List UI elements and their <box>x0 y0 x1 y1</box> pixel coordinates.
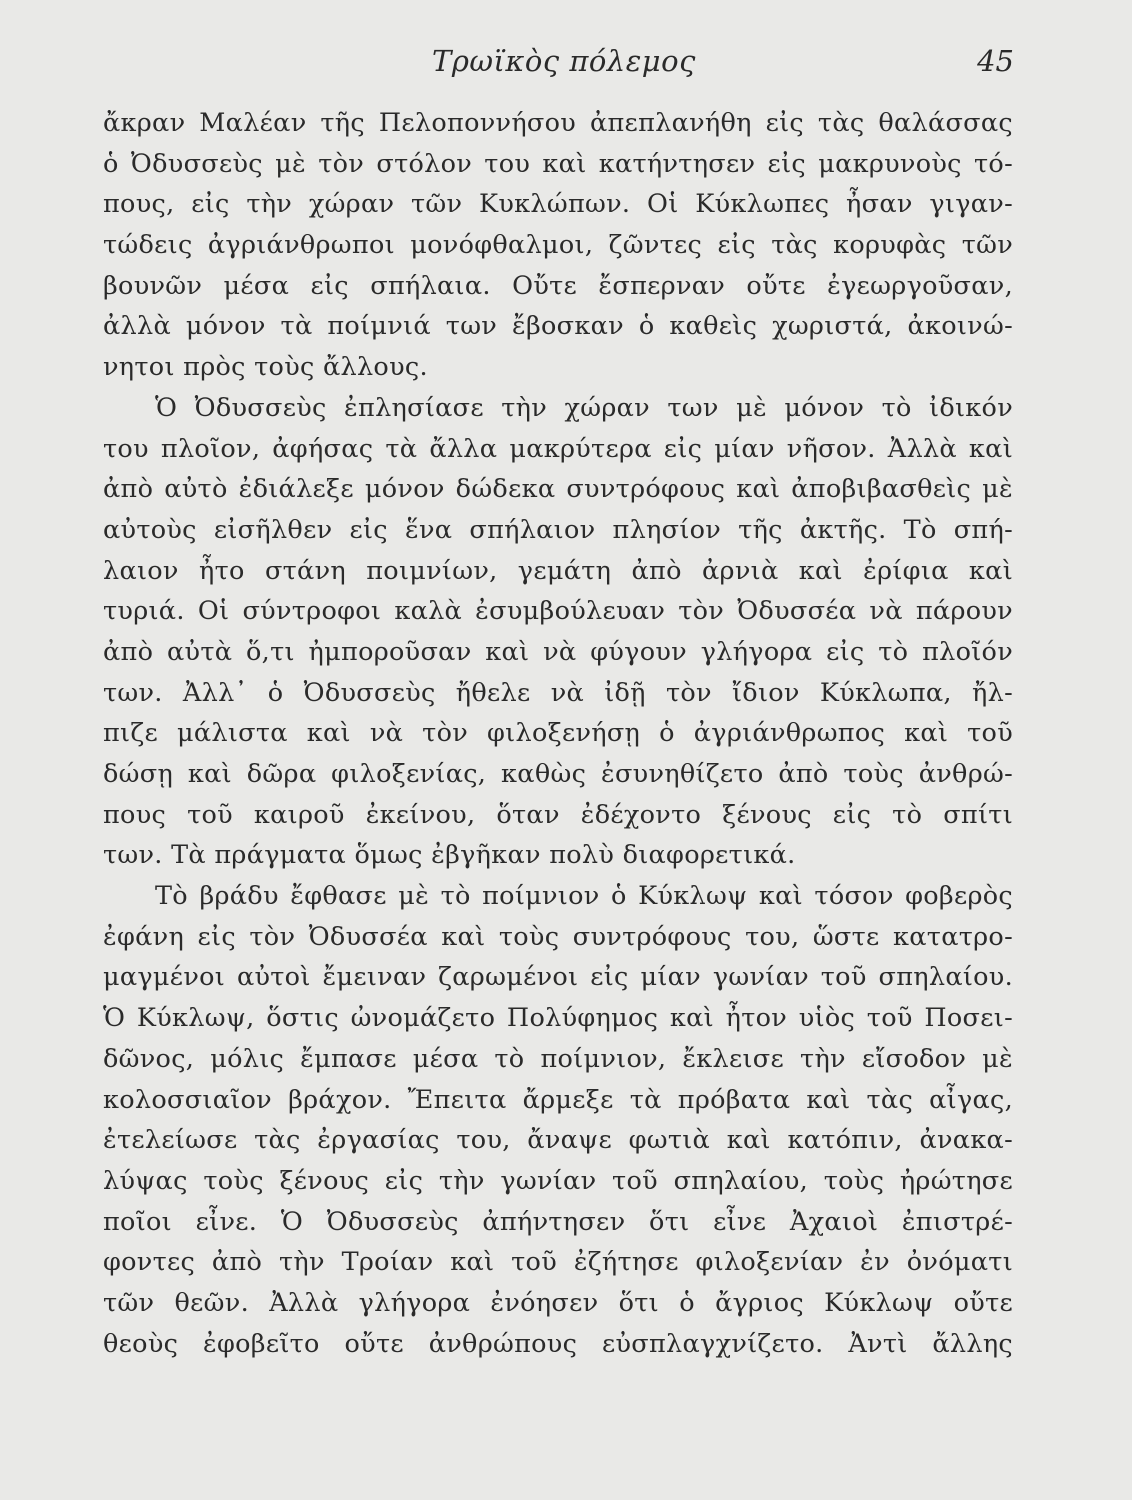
text-line: ἀπὸ αὐτὰ ὅ,τι ἠμποροῦσαν καὶ νὰ φύγουν γλήγορα εἰς τὸ πλοῖόν <box>103 636 1013 667</box>
text-line: του πλοῖον, ἀφήσας τὰ ἄλλα μακρύτερα εἰς μίαν νῆσον. Ἀλλὰ καὶ <box>103 433 1013 464</box>
text-line: μαγμένοι αὐτοὶ ἔμειναν ζαρωμένοι εἰς μίαν γωνίαν τοῦ σπηλαίου. <box>103 962 1013 993</box>
text-line: Τὸ βράδυ ἔφθασε μὲ τὸ ποίμνιον ὁ Κύκλωψ καὶ τόσον φοβερὸς <box>155 881 1013 912</box>
text-line: πους, εἰς τὴν χώραν τῶν Κυκλώπων. Οἱ Κύκλωπες ἦσαν γιγαν- <box>103 189 1013 220</box>
text-line: λαιον ἦτο στάνη ποιμνίων, γεμάτη ἀπὸ ἀρνιὰ καὶ ἐρίφια καὶ <box>103 555 1013 586</box>
text-line: δώσῃ καὶ δῶρα φιλοξενίας, καθὼς ἐσυνηθίζετο ἀπὸ τοὺς ἀνθρώ- <box>103 759 1013 789</box>
text-line: βουνῶν μέσα εἰς σπήλαια. Οὔτε ἔσπερναν οὔτε ἐγεωργοῦσαν, <box>103 270 1013 301</box>
text-line: κολοσσιαῖον βράχον. Ἔπειτα ἄρμεξε τὰ πρόβατα καὶ τὰς αἶγας, <box>103 1084 1013 1115</box>
text-line: θεοὺς ἐφοβεῖτο οὔτε ἀνθρώπους εὐσπλαγχνίζετο. Ἀντὶ ἄλλης <box>103 1328 1013 1359</box>
text-line: ἐτελείωσε τὰς ἐργασίας του, ἄναψε φωτιὰ καὶ κατόπιν, ἀνακα- <box>103 1125 1013 1156</box>
text-line: των. Ἀλλ᾽ ὁ Ὀδυσσεὺς ἤθελε νὰ ἰδῇ τὸν ἴδιον Κύκλωπα, ἤλ- <box>103 677 1013 708</box>
text-line: τώδεις ἀγριάνθρωποι μονόφθαλμοι, ζῶντες εἰς τὰς κορυφὰς τῶν <box>103 230 1013 261</box>
text-line: νητοι πρὸς τοὺς ἄλλους. <box>103 352 428 383</box>
running-head <box>0 44 1132 84</box>
text-line: φοντες ἀπὸ τὴν Τροίαν καὶ τοῦ ἐζήτησε φιλοξενίαν ἐν ὀνόματι <box>103 1247 1013 1278</box>
body-text <box>103 103 1013 1364</box>
text-line: λύψας τοὺς ξένους εἰς τὴν γωνίαν τοῦ σπηλαίου, τοὺς ἠρώτησε <box>103 1165 1013 1196</box>
text-line: ἐφάνη εἰς τὸν Ὀδυσσέα καὶ τοὺς συντρόφους του, ὥστε κατατρο- <box>103 921 1013 952</box>
text-line: ἀλλὰ μόνον τὰ ποίμνιά των ἔβοσκαν ὁ καθεὶς χωριστά, ἀκοινώ- <box>103 311 1013 342</box>
running-title: Τρωϊκὸς πόλεμος <box>432 44 696 78</box>
text-line: αὐτοὺς εἰσῆλθεν εἰς ἕνα σπήλαιον πλησίον τῆς ἀκτῆς. Τὸ σπή- <box>103 514 1013 545</box>
text-line: ὁ Ὀδυσσεὺς μὲ τὸν στόλον του καὶ κατήντησεν εἰς μακρυνοὺς τό- <box>103 148 1013 179</box>
page-number: 45 <box>977 44 1014 78</box>
text-line: των. Τὰ πράγματα ὅμως ἐβγῆκαν πολὺ διαφορετικά. <box>103 840 796 871</box>
text-line: ποῖοι εἶνε. Ὁ Ὀδυσσεὺς ἀπήντησεν ὅτι εἶνε Ἀχαιοὶ ἐπιστρέ- <box>103 1206 1013 1237</box>
text-line: ἄκραν Μαλέαν τῆς Πελοποννήσου ἀπεπλανήθη εἰς τὰς θαλάσσας <box>103 108 1013 138</box>
text-line: Ὁ Κύκλωψ, ὅστις ὠνομάζετο Πολύφημος καὶ ἦτον υἱὸς τοῦ Ποσει- <box>103 1003 1013 1034</box>
text-line: πους τοῦ καιροῦ ἐκείνου, ὅταν ἐδέχοντο ξένους εἰς τὸ σπίτι <box>103 799 1013 830</box>
text-line: τῶν θεῶν. Ἀλλὰ γλήγορα ἐνόησεν ὅτι ὁ ἄγριος Κύκλωψ οὔτε <box>103 1287 1013 1318</box>
text-line: πιζε μάλιστα καὶ νὰ τὸν φιλοξενήσῃ ὁ ἀγριάνθρωπος καὶ τοῦ <box>103 718 1013 749</box>
text-line: τυριά. Οἱ σύντροφοι καλὰ ἐσυμβούλευαν τὸν Ὀδυσσέα νὰ πάρουν <box>103 596 1013 627</box>
text-line: δῶνος, μόλις ἔμπασε μέσα τὸ ποίμνιον, ἔκλεισε τὴν εἴσοδον μὲ <box>103 1043 1013 1074</box>
text-line: ἀπὸ αὐτὸ ἐδιάλεξε μόνον δώδεκα συντρόφους καὶ ἀποβιβασθεὶς μὲ <box>103 474 1013 505</box>
text-line: Ὁ Ὀδυσσεὺς ἐπλησίασε τὴν χώραν των μὲ μόνον τὸ ἰδικόν <box>155 392 1013 423</box>
